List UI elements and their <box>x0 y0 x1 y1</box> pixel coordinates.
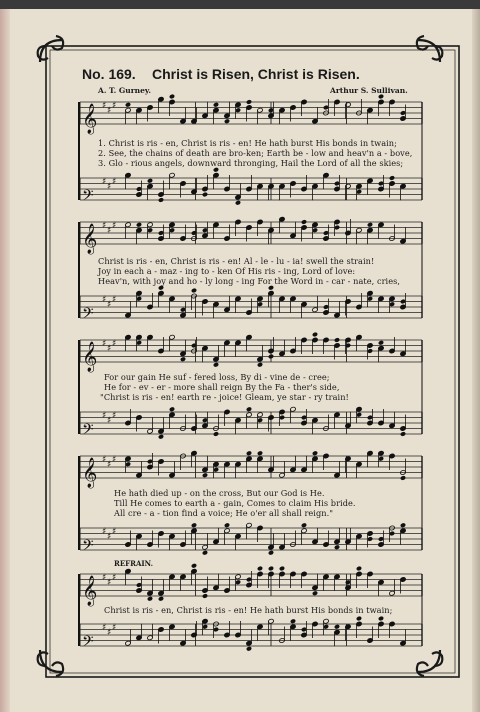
note-head <box>312 450 318 456</box>
note-head <box>312 332 318 338</box>
note-head <box>268 566 274 572</box>
note-head <box>169 406 175 412</box>
note-head <box>356 566 362 572</box>
note-head <box>334 337 340 343</box>
sharp-icon: ♯ <box>102 455 107 465</box>
note-head <box>246 99 252 105</box>
sharp-icon: ♯ <box>107 532 112 542</box>
note-head <box>191 288 197 294</box>
clef-icon: 𝄞 <box>82 224 98 254</box>
sharp-icon: ♯ <box>107 226 112 236</box>
note-head <box>257 450 263 456</box>
note-head <box>224 118 230 124</box>
sharp-icon: ♯ <box>112 221 117 231</box>
note-head <box>147 596 153 602</box>
note-head <box>389 175 395 181</box>
note-head <box>400 522 406 528</box>
hymn-title: Christ is Risen, Christ is Risen. <box>152 66 360 82</box>
refrain-label: REFRAIN. <box>114 559 154 568</box>
note-head <box>301 219 307 225</box>
clef-icon: 𝄢 <box>82 421 94 442</box>
note-head <box>367 222 373 228</box>
note-head <box>147 178 153 184</box>
note-head <box>257 362 263 368</box>
note-head <box>257 566 263 572</box>
composer-credit: Arthur S. Sullivan. <box>330 86 408 95</box>
clef-icon: 𝄞 <box>82 104 98 134</box>
clef-icon: 𝄞 <box>82 458 98 488</box>
lyric-line: All cre - a - tion find a voice; He o'er all shall reign." <box>114 508 334 518</box>
lyric-line: Christ is ris - en, Christ is ris - en! He hath burst His bonds in twain; <box>104 605 393 615</box>
note-head <box>279 566 285 572</box>
note-head <box>202 192 208 198</box>
note-head <box>202 472 208 478</box>
note-head <box>334 624 340 630</box>
lyric-line: Christ is ris - en, Christ is ris - en! Al - le - lu - ia! swell the strain! <box>98 256 375 266</box>
lyric-line: 3. Glo - rious angels, downward thronging, Hail the Lord of all the skies; <box>98 158 404 168</box>
note-head <box>400 431 406 437</box>
sharp-icon: ♯ <box>107 578 112 588</box>
sharp-icon: ♯ <box>107 416 112 426</box>
sharp-icon: ♯ <box>107 628 112 638</box>
sharp-icon: ♯ <box>107 182 112 192</box>
note-head <box>136 222 142 228</box>
note-head <box>246 450 252 456</box>
note-head <box>400 475 406 481</box>
clef-icon: 𝄢 <box>82 305 94 326</box>
note-head <box>213 362 219 368</box>
lyric-line: For our gain He suf - fered loss, By di - vine de - cree; <box>104 372 330 382</box>
sharp-icon: ♯ <box>112 177 117 187</box>
sharp-icon: ♯ <box>112 573 117 583</box>
note-head <box>378 340 384 346</box>
sharp-icon: ♯ <box>102 411 107 421</box>
sharp-icon: ♯ <box>102 623 107 633</box>
note-head <box>378 616 384 622</box>
note-head <box>246 646 252 652</box>
note-head <box>169 94 175 100</box>
sharp-icon: ♯ <box>112 101 117 111</box>
sharp-icon: ♯ <box>107 460 112 470</box>
note-head <box>224 522 230 528</box>
lyric-line: He for - ev - er - more shall reign By the Fa - ther's side, <box>104 382 340 392</box>
lyric-line: Till He comes to earth a - gain, Comes to claim His bride. <box>114 498 356 508</box>
note-head <box>334 544 340 550</box>
note-head <box>246 406 252 412</box>
note-head <box>301 522 307 528</box>
note-head <box>268 550 274 556</box>
clef-icon: 𝄞 <box>82 576 98 606</box>
sharp-icon: ♯ <box>102 339 107 349</box>
note-head <box>312 590 318 596</box>
sharp-icon: ♯ <box>102 573 107 583</box>
sharp-icon: ♯ <box>102 101 107 111</box>
lyricist-credit: A. T. Gurney. <box>98 86 152 95</box>
note-head <box>213 431 219 437</box>
sharp-icon: ♯ <box>102 221 107 231</box>
sharp-icon: ♯ <box>112 411 117 421</box>
sharp-icon: ♯ <box>102 295 107 305</box>
note-head <box>191 563 197 569</box>
note-head <box>290 618 296 624</box>
sharp-icon: ♯ <box>112 339 117 349</box>
note-head <box>202 593 208 599</box>
note-head <box>158 434 164 440</box>
note-head <box>213 102 219 108</box>
note-head <box>158 197 164 203</box>
lyric-line: 1. Christ is ris - en, Christ is ris - en! He hath burst His bonds in twain; <box>98 138 397 148</box>
note-head <box>235 200 241 206</box>
sharp-icon: ♯ <box>112 527 117 537</box>
clef-icon: 𝄢 <box>82 633 94 654</box>
lyric-line: 2. See, the chains of death are bro-ken; Earth be - low and heav'n a - bove, <box>98 148 413 158</box>
note-head <box>356 616 362 622</box>
note-head <box>125 102 131 108</box>
sharp-icon: ♯ <box>107 344 112 354</box>
lyric-line: Joy in each a - maz - ing to - ken Of His ris - ing, Lord of love: <box>98 266 356 276</box>
note-head <box>191 522 197 528</box>
lyric-line: "Christ is ris - en! earth re - joice! Gleam, ye star - ry train! <box>100 392 349 402</box>
sharp-icon: ♯ <box>107 106 112 116</box>
note-head <box>180 356 186 362</box>
clef-icon: 𝄢 <box>82 537 94 558</box>
clef-icon: 𝄢 <box>82 187 94 208</box>
sharp-icon: ♯ <box>112 295 117 305</box>
sharp-icon: ♯ <box>112 623 117 633</box>
clef-icon: 𝄞 <box>82 342 98 372</box>
sharp-icon: ♯ <box>102 527 107 537</box>
lyric-line: Heav'n, with joy and ho - ly long - ing For the Word in - car - nate, cries, <box>98 276 401 286</box>
sharp-icon: ♯ <box>112 455 117 465</box>
sharp-icon: ♯ <box>102 177 107 187</box>
note-head <box>158 596 164 602</box>
lyric-line: He hath died up - on the cross, But our God is He. <box>114 488 325 498</box>
note-head <box>268 354 274 360</box>
hymn-number: No. 169. <box>82 66 136 82</box>
note-head <box>202 550 208 556</box>
sharp-icon: ♯ <box>107 300 112 310</box>
